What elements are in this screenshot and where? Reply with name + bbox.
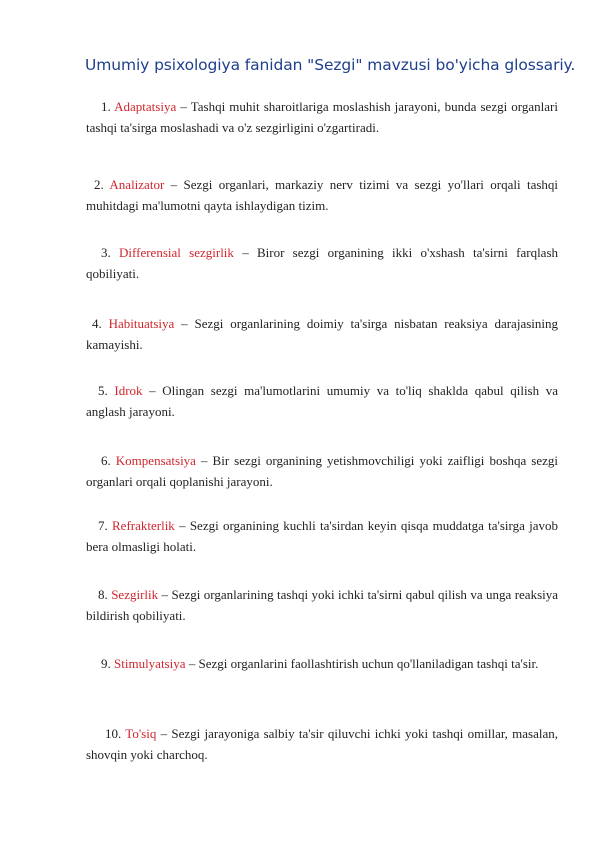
glossary-entry-4 [86, 313, 558, 355]
entry-separator: – [174, 316, 195, 331]
entry-separator: – [156, 726, 172, 741]
entry-number: 4. [92, 316, 102, 331]
glossary-entry-7 [86, 515, 558, 557]
glossary-entry-9 [86, 653, 558, 674]
entry-definition: Olingan sezgi ma'lumotlarini umumiy va to'liq shaklda qabul qilish va anglash jarayoni. [86, 383, 559, 419]
entry-separator: – [164, 177, 184, 192]
glossary-entry-10 [86, 723, 558, 765]
entry-number: 9. [101, 656, 111, 671]
entry-definition: Sezgi jarayoniga salbiy ta'sir qiluvchi ichki yoki tashqi omillar, masalan, shovqin yoki charchoq. [86, 726, 559, 762]
entry-separator: – [176, 99, 191, 114]
entry-term: Refrakterlik [112, 518, 175, 533]
entry-number: 5. [98, 383, 108, 398]
entry-number: 10. [105, 726, 122, 741]
entry-number: 6. [101, 453, 111, 468]
entry-separator: – [233, 245, 257, 260]
entry-number: 8. [98, 587, 108, 602]
glossary-entry-6 [86, 450, 558, 492]
entry-term: Analizator [109, 177, 165, 192]
entry-term: Differensial sezgirlik [119, 245, 234, 260]
glossary-entry-2 [86, 174, 558, 216]
entry-separator: – [185, 656, 199, 671]
entry-separator: – [158, 587, 172, 602]
entry-term: Habituatsiya [108, 316, 175, 331]
entry-number: 3. [101, 245, 111, 260]
entry-number: 2. [94, 177, 104, 192]
glossary-entry-1 [86, 96, 558, 138]
entry-definition: Sezgi organining kuchli ta'sirdan keyin qisqa muddatga ta'sirga javob bera olmasligi holati. [86, 518, 558, 554]
entry-term: Stimulyatsiya [114, 656, 186, 671]
glossary-entry-5 [86, 380, 558, 422]
entry-definition: Sezgi organlarining doimiy ta'sirga nisbatan reaksiya darajasining kamayishi. [86, 316, 558, 352]
entry-term: Idrok [114, 383, 143, 398]
entry-separator: – [142, 383, 163, 398]
entry-term: Kompensatsiya [115, 453, 196, 468]
entry-definition: Sezgi organlari, markaziy nerv tizimi va sezgi yo'llari orqali tashqi muhitdagi ma'lumotni qayta ishlaydigan tizim. [86, 177, 559, 213]
glossary-entry-8 [86, 584, 558, 626]
page-title: Umumiy psixologiya fanidan "Sezgi" mavzusi bo'yicha glossariy. [85, 56, 576, 74]
entry-number: 7. [98, 518, 108, 533]
entry-term: Adaptatsiya [114, 99, 177, 114]
entry-term: Sezgirlik [111, 587, 159, 602]
entry-number: 1. [101, 99, 111, 114]
entry-definition: Bir sezgi organining yetishmovchiligi yoki zaifligi boshqa sezgi organlari orqali qoplanishi jarayoni. [86, 453, 559, 489]
entry-definition: Biror sezgi organining ikki o'xshash ta'sirni farqlash qobiliyati. [86, 245, 559, 281]
entry-term: To'siq [125, 726, 157, 741]
entry-definition: Tashqi muhit sharoitlariga moslashish jarayoni, bunda sezgi organlari tashqi ta'sirga moslashadi va o'z sezgirligini o'zgartiradi. [86, 99, 558, 135]
glossary-entry-3 [86, 242, 558, 284]
entry-definition: Sezgi organlarini faollashtirish uchun qo'llaniladigan tashqi ta'sir. [198, 656, 539, 671]
entry-separator: – [174, 518, 190, 533]
entry-definition: Sezgi organlarining tashqi yoki ichki ta'sirni qabul qilish va unga reaksiya bildirish qobiliyati. [86, 587, 559, 623]
entry-separator: – [195, 453, 213, 468]
